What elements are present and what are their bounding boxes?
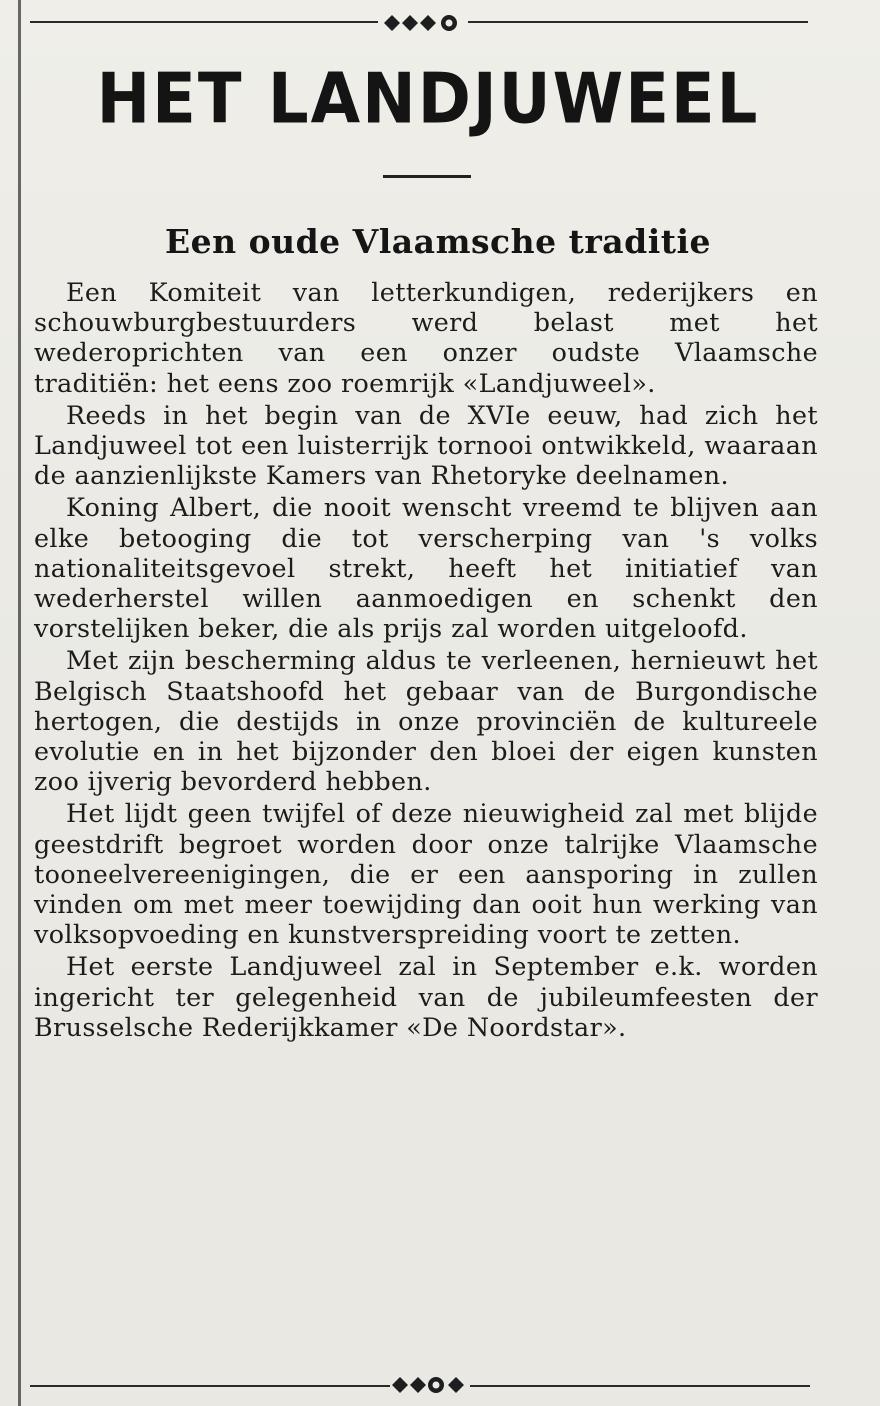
paragraph: Het eerste Landjuweel zal in September e.k. worden ingericht ter gelegenheid van de jubileumfeesten der Brusselsche Rederijkkamer «De Noordstar». (34, 951, 818, 1042)
top-divider-right (468, 21, 808, 23)
top-divider-left (30, 21, 378, 23)
paragraph: Een Komiteit van letterkundigen, rederijkers en schouwburgbestuurders werd belast met het wederoprichten van een onzer oudste Vlaamsche traditiën: het eens zoo roemrijk «Landjuweel». (34, 277, 818, 398)
bottom-ornament-icon (386, 1372, 476, 1398)
paragraph: Reeds in het begin van de XVIe eeuw, had zich het Landjuweel tot een luisterrijk tornooi ontwikkeld, waaraan de aanzienlijkste Kamers van Rhetoryke deelnamen. (34, 399, 818, 491)
paragraph: Het lijdt geen twijfel of deze nieuwigheid zal met blijde geestdrift begroet worden door onze talrijke Vlaamsche tooneelvereenigingen, die er een aansporing in zullen vinden om met meer toewijding dan ooit hun werking van volksopvoeding en kunstverspreiding voort te zetten. (34, 798, 818, 950)
headline-rule (383, 175, 471, 178)
article-body (34, 277, 818, 1042)
bottom-divider-left (30, 1385, 390, 1387)
bottom-divider-right (470, 1385, 810, 1387)
column-rule (18, 0, 21, 1406)
article-headline: HET LANDJUWEEL (96, 60, 760, 140)
paragraph: Met zijn bescherming aldus te verleenen, hernieuwt het Belgisch Staatshoofd het gebaar van de Burgondische hertogen, die destijds in onze provinciën de kultureele evolutie en in het bijzonder den bloei der eigen kunsten zoo ijverig bevorderd hebben. (34, 645, 818, 797)
paragraph: Koning Albert, die nooit wenscht vreemd te blijven aan elke betooging die tot verscherping van 's volks nationaliteitsgevoel strekt, heeft het initiatief van wederherstel willen aanmoedigen en schenkt den vorstelijken beker, die als prijs zal worden uitgeloofd. (34, 492, 818, 644)
article-subheadline: Een oude Vlaamsche traditie (164, 222, 712, 261)
top-ornament-icon (378, 10, 468, 36)
